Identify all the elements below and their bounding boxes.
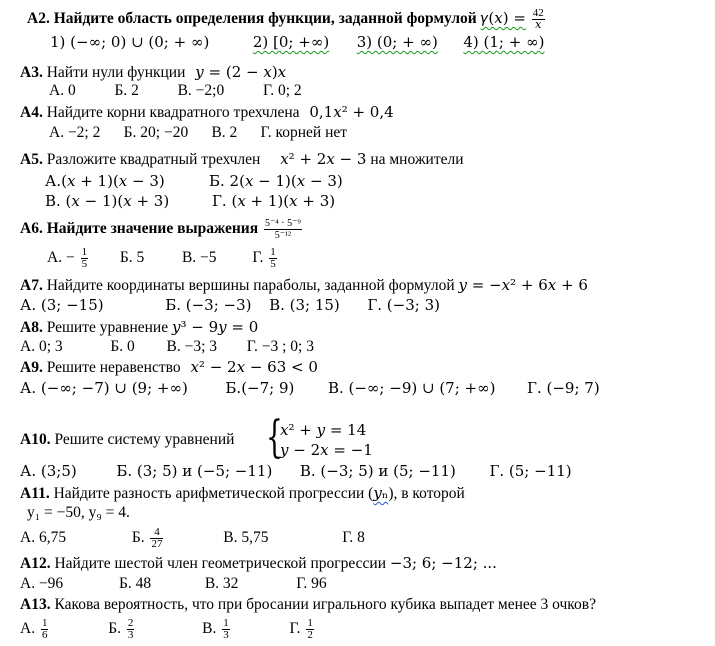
formula: −3; 6; −12; ...	[389, 554, 497, 572]
option-c-fraction: $\frac{1}{3}$	[223, 617, 229, 641]
question-text: Решите систему уравнений	[54, 431, 235, 448]
question-a11-given: y₁ = −50, y₉ = 4.	[27, 504, 130, 521]
option-d-label: Г.	[289, 620, 301, 638]
option-a-label: А.	[20, 620, 36, 638]
question-a3	[20, 63, 286, 82]
option-3: 3) (0; + ∞)	[356, 33, 438, 51]
formula: 𝑦 = −𝑥² + 6𝑥 + 6	[458, 276, 588, 294]
option-2: Б. 0	[110, 338, 135, 355]
question-a12	[20, 554, 497, 573]
question-a13	[20, 596, 596, 614]
options-a2	[50, 33, 544, 51]
formula: 𝑥² + 2𝑥 − 3	[280, 150, 367, 168]
option-a5-b: Б. 2(𝑥 − 1)(𝑥 − 3)	[209, 172, 343, 190]
options-a7	[20, 296, 440, 314]
option-a5-c: В. (𝑥 − 1)(𝑥 + 3)	[45, 192, 170, 210]
option-3: В. (3; 15)	[269, 296, 340, 314]
question-text: Найдите координаты вершины параболы, заданной формулой	[46, 277, 455, 294]
question-a7	[20, 276, 588, 295]
option-d-fraction: $\frac{1}{2}$	[307, 617, 313, 641]
formula: 0,1𝑥² + 0,4	[309, 103, 394, 121]
fraction: $\frac{\text{5⁻⁴ · 5⁻⁹}}{\text{5⁻¹²}}$	[265, 218, 301, 241]
question-a5	[20, 150, 464, 169]
option-4: Г. (−9; 7)	[527, 379, 600, 397]
options-a10	[20, 462, 572, 480]
options-a8	[20, 338, 314, 356]
formula: 𝑦 = (2 − 𝑥)𝑥	[195, 63, 287, 81]
question-text: Какова вероятность, что при бросании игрального кубика выпадет менее 3 очков?	[54, 596, 596, 613]
question-text: Найдите корни квадратного трехчлена	[46, 104, 300, 121]
option-a-fraction: $\frac{1}{6}$	[41, 617, 48, 641]
option-a5-a: А.(𝑥 + 1)(𝑥 − 3)	[45, 172, 165, 190]
option-1: 1) (−∞; 0) ∪ (0; + ∞)	[50, 33, 210, 51]
option-1: А. −96	[20, 575, 64, 592]
options-a11	[20, 527, 365, 550]
question-text-2: на множители	[370, 151, 464, 168]
fraction: $\frac{42}{\text{𝑥}}$	[532, 7, 544, 31]
formula: 𝑥² − 2𝑥 − 63 < 0	[190, 358, 318, 376]
option-c: В. −5	[181, 249, 217, 267]
option-2: Б. 48	[118, 575, 152, 592]
question-text: Разложите квадратный трехчлен	[46, 151, 261, 168]
question-number: А12.	[20, 555, 51, 572]
question-text: Решите уравнение	[46, 319, 169, 336]
question-text: Найдите значение выражения	[46, 220, 259, 238]
option-b-label: Б.	[131, 529, 145, 547]
question-text: Найдите шестой член геометрической прогрессии	[54, 555, 386, 572]
question-number: А9.	[20, 359, 43, 376]
question-number: А4.	[20, 104, 43, 121]
options-a13	[20, 618, 316, 641]
question-a2	[27, 8, 547, 31]
option-2: 2) [0; +∞)	[252, 33, 330, 51]
options-a3: А. 0 Б. 2 В. −2;0 Г. 0; 2	[49, 82, 302, 99]
question-text-2: ), в которой	[388, 485, 465, 502]
options-a6	[47, 247, 279, 270]
system-equation-1: 𝑥² + 𝑦 = 14	[280, 421, 367, 439]
question-text: Решите неравенство	[46, 359, 181, 376]
options-a12	[20, 575, 327, 593]
option-a5-d: Г. (𝑥 + 1)(𝑥 + 3)	[212, 192, 336, 210]
option-2: Б. (3; 5) и (−5; −11)	[116, 462, 273, 480]
formula: 𝛾(𝑥) =	[480, 9, 526, 28]
formula: 𝑦³ − 9𝑦 = 0	[171, 318, 259, 336]
option-d-label: Г.	[252, 249, 264, 267]
question-a9	[20, 358, 318, 377]
option-1: А. (−∞; −7) ∪ (9; +∞)	[20, 379, 188, 397]
option-1: А. (3;5)	[20, 462, 77, 480]
question-a6	[20, 218, 304, 241]
question-number: А6.	[20, 220, 43, 238]
question-a11	[20, 484, 465, 503]
sequence-symbol: 𝑦ₙ	[373, 484, 389, 502]
option-b-fraction: $\frac{4}{27}$	[151, 526, 163, 550]
system-brace: {	[266, 412, 283, 463]
question-number: А5.	[20, 151, 43, 168]
option-a: А. 6,75	[20, 529, 67, 547]
question-number: А3.	[20, 64, 43, 81]
question-text: Найти нули функции	[46, 64, 186, 81]
option-2: Б.(−7; 9)	[225, 379, 295, 397]
option-3: В. (−3; 5) и (5; −11)	[299, 462, 456, 480]
option-4: Г. (5; −11)	[489, 462, 572, 480]
question-number: А11.	[20, 485, 50, 502]
option-4: Г. (−3; 3)	[367, 296, 440, 314]
question-a10	[20, 431, 234, 449]
option-a-fraction: $\frac{1}{5}$	[81, 246, 88, 270]
option-4: Г. −3 ; 0; 3	[246, 338, 314, 355]
option-c: В. 5,75	[223, 529, 269, 547]
question-text: Найдите разность арифметической прогрессии (	[53, 485, 374, 502]
option-d: Г. 8	[342, 529, 365, 547]
question-number: А7.	[20, 277, 43, 294]
question-a8	[20, 318, 258, 337]
question-number: А8.	[20, 319, 43, 336]
question-number: А10.	[20, 431, 51, 448]
options-a9	[20, 379, 600, 397]
option-b-label: Б.	[108, 620, 121, 638]
option-3: В. −3; 3	[166, 338, 218, 355]
option-4: 4) (1; + ∞)	[463, 33, 545, 51]
option-4: Г. 96	[296, 575, 327, 592]
option-3: В. 32	[204, 575, 239, 592]
option-c-label: В.	[202, 620, 217, 638]
option-b: Б. 5	[119, 249, 145, 267]
option-d-fraction: $\frac{1}{5}$	[270, 246, 276, 270]
option-a-label: А. −	[47, 249, 75, 267]
option-1: А. (3; −15)	[20, 296, 104, 314]
option-1: А. 0; 3	[20, 338, 63, 355]
options-a4: А. −2; 2 Б. 20; −20 В. 2 Г. корней нет	[49, 124, 348, 141]
option-3: В. (−∞; −9) ∪ (7; +∞)	[327, 379, 496, 397]
question-number: А2.	[27, 10, 50, 28]
question-number: А13.	[20, 596, 51, 613]
option-2: Б. (−3; −3)	[165, 296, 252, 314]
question-a4	[20, 103, 394, 122]
system-equation-2: 𝑦 − 2𝑥 = −1	[280, 441, 373, 459]
question-text: Найдите область определения функции, заданной формулой	[53, 10, 477, 28]
option-b-fraction: $\frac{2}{3}$	[127, 617, 134, 641]
